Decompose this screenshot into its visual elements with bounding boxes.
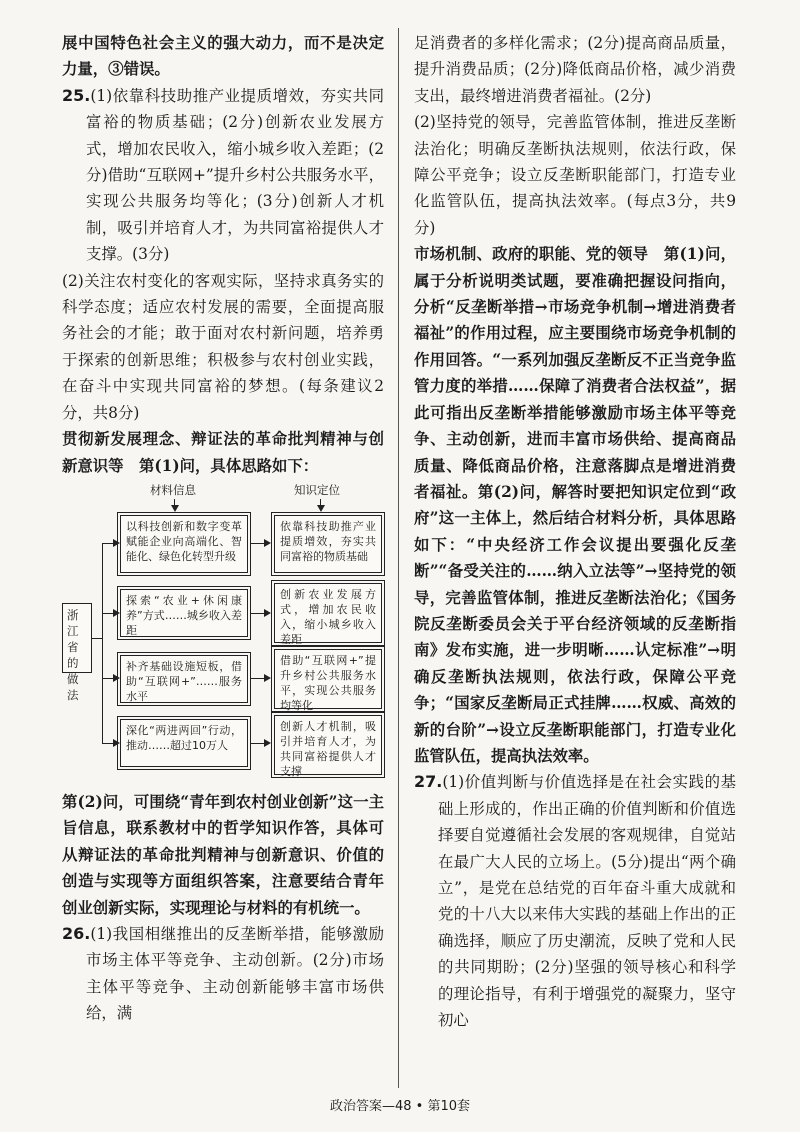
- q26-analysis-text: 第(1)问，属于分析说明类试题，要准确把握设问指向，分析“反垄断举措→市场竞争机制→增进消费者福祉”的作用过程，应主要围绕市场竞争机制的作用回答。“一系列加强反垄断反不正当竞争监管力度的举措……保障了消费者合法权益”，据此可指出反垄断举措能够激励市场主体平等竞争、主动创新，进而丰富市场供给、提高商品质量、降低商品价格，注意落脚点是增进消费者福祉。第(2)问，解答时要把知识定位到“政府”这一主体上，然后结合材料分析，具体思路如下：“中央经济工作会议提出要强化反垄断”“备受关注的……纳入立法等”→坚持党的领导，完善监管体制，推进反垄断法治化；《国务院反垄断委员会关于平台经济领域的反垄断指南》发布实施，进一步明晰……认定标准”→明确反垄断执法规则，依法行政，保障公平竞争；“国家反垄断局正式挂牌……权威、高效的新的台阶”→设立反垄断职能部门，打造专业化监管队伍，提高执法效率。: [414, 245, 736, 765]
- right-column: [414, 30, 736, 1033]
- intro-text: 展中国特色社会主义的强大动力，而不是决定力量，③错误。: [62, 34, 384, 79]
- column-divider: [398, 28, 399, 1088]
- diagram-knowledge-4: 创新人才机制，吸引并培育人才，为共同富裕提供人才支撑: [274, 715, 382, 775]
- q27-part1: [414, 769, 736, 1033]
- diagram-material-3: 补齐基础设施短板，借助“互联网+”……服务水平: [120, 655, 248, 703]
- diagram-knowledge-1: 依靠科技助推产业提质增效，夯实共同富裕的物质基础: [274, 515, 382, 573]
- q25-analysis-title: 贯彻新发展理念、辩证法的革命批判精神与创新意识等: [62, 430, 384, 475]
- q26-number: 26.: [62, 923, 91, 943]
- diagram-header-material: 材料信息: [150, 482, 196, 497]
- q25-number: 25.: [62, 85, 91, 105]
- q26-part1: [62, 921, 384, 1027]
- diagram-material-2: 探索“农业+休闲康养”方式……城乡收入差距: [120, 589, 248, 637]
- q26-continued: 足消费者的多样化需求；(2分)提高商品质量，提升消费品质；(2分)降低商品价格，减少消费支出，最终增进消费者福祉。(2分): [414, 34, 736, 105]
- q26-part1-text: (1)我国相继推出的反垄断举措，能够激励市场主体平等竞争、主动创新。(2分)市场主体平等竞争、主动创新能够丰富市场供给，满: [86, 924, 384, 1023]
- page-footer: 政治答案—48 • 第10套: [329, 1099, 471, 1114]
- q25-part1-text: (1)依靠科技助推产业提质增效，夯实共同富裕的物质基础；(2分)创新农业发展方式，增加农民收入，缩小城乡收入差距；(2分)借助“互联网+”提升乡村公共服务水平，实现公共服务均等化；(3分)创新人才机制，吸引并培育人才，为共同富裕提供人才支撑。(3分): [86, 86, 384, 264]
- diagram-knowledge-3: 借助“互联网+”提升乡村公共服务水平，实现公共服务均等化: [274, 649, 382, 709]
- q25-part2-analysis: 第(2)问，可围绕“青年到农村创业创新”这一主旨信息，联系教材中的哲学知识作答，具体可从辩证法的革命批判精神与创新意识、价值的创造与实现等方面组织答案，注意要结合青年创业创新实际，实现理论与材料的有机统一。: [62, 792, 384, 917]
- left-column: [62, 30, 384, 1027]
- q27-part1-text: (1)价值判断与价值选择是在社会实践的基础上形成的，作出正确的价值判断和价值选择要自觉遵循社会发展的客观规律，自觉站在最广大人民的立场上。(5分)提出“两个确立”，是党在总结党的百年奋斗重大成就和党的十八大以来伟大实践的基础上作出的正确选择，顺应了历史潮流，反映了党和人民的共同期盼；(2分)坚强的领导核心和科学的理论指导，有利于增强党的凝聚力，坚守初心: [438, 773, 736, 1030]
- q25-analysis-lead: 第(1)问，具体思路如下：: [138, 456, 319, 475]
- q25-part1: [62, 83, 384, 268]
- q26-analysis: [414, 241, 736, 769]
- diagram-material-1: 以科技创新和数字变革赋能企业向高端化、智能化、绿色化转型升级: [120, 515, 248, 573]
- q25-part2-answer: (2)关注农村变化的客观实际，坚持求真务实的科学态度；适应农村发展的需要，全面提高服务社会的才能；敢于面对农村新问题，培养勇于探索的创新思维；积极参与农村创业实践，在奋斗中实现共同富裕的梦想。(每条建议2分，共8分): [62, 271, 384, 422]
- thinking-diagram: [62, 483, 384, 783]
- diagram-material-4: 深化“两进两回”行动，推动……超过10万人: [120, 719, 248, 767]
- diagram-root-box: 浙江省的做法: [62, 603, 92, 673]
- q25-analysis: [62, 426, 384, 479]
- q26-part2-answer: (2)坚持党的领导，完善监管体制，推进反垄断法治化；明确反垄断执法规则，依法行政，保障公平竞争；设立反垄断职能部门，打造专业化监管队伍，提高执法效率。(每点3分，共9分): [414, 113, 736, 237]
- diagram-header-knowledge: 知识定位: [294, 482, 340, 497]
- diagram-knowledge-2: 创新农业发展方式，增加农民收入，缩小城乡收入差距: [274, 583, 382, 643]
- q27-number: 27.: [414, 772, 443, 792]
- q26-analysis-title: 市场机制、政府的职能、党的领导: [414, 245, 649, 264]
